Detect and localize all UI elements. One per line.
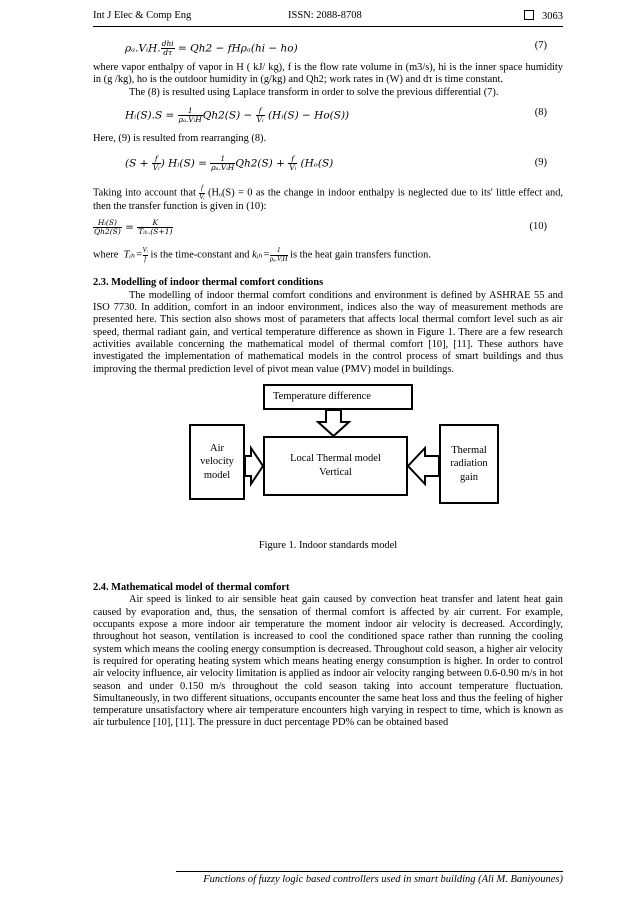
- diagram-right-label: Thermal radiation gain: [450, 444, 488, 483]
- where-kih-fraction: [270, 247, 288, 263]
- page-number: 3063: [542, 11, 563, 22]
- taking-frac-num: f: [200, 184, 203, 193]
- figure-1-diagram: [93, 384, 563, 534]
- eq9-rhs: (Hₒ(S): [300, 157, 334, 170]
- eq7-den: dτ: [163, 48, 173, 57]
- eq7-number: (7): [534, 40, 547, 51]
- eq7-num: dhi: [161, 39, 174, 48]
- checkbox-icon: [524, 10, 534, 20]
- eq8-f2-num: f: [256, 107, 265, 116]
- eq9-mid: Qh2(S) +: [235, 157, 289, 170]
- eq10-fraction-1: [93, 219, 122, 236]
- where-tih-fraction: [143, 247, 148, 263]
- where-kih-den: ρₐ.VᵢH: [269, 254, 288, 263]
- eq10-fraction-2: [137, 219, 173, 236]
- issn: ISSN: 2088-8708: [288, 10, 362, 21]
- paragraph-taking-into-account: [93, 185, 563, 213]
- eq8-fraction-2: [256, 107, 265, 124]
- eq10-number: (10): [529, 221, 547, 233]
- eq7-lhs: ρₐ.VᵢH.: [125, 42, 161, 55]
- eq8-f2-den: Vᵢ: [256, 114, 264, 124]
- taking-fraction: [199, 185, 204, 201]
- where-text-b: is the time-constant and: [150, 249, 250, 261]
- eq7-fraction: [161, 40, 175, 57]
- where-kih: kᵢₕ=: [252, 249, 270, 261]
- equation-10: [93, 213, 563, 245]
- taking-text-a: Taking into account that: [93, 187, 196, 199]
- diagram-center-label: Local Thermal model Vertical: [290, 453, 381, 478]
- taking-frac-den: Vᵢ: [199, 192, 205, 201]
- eq9-f1-den: ρₐ.VᵢH: [211, 163, 235, 173]
- eq9-f1-num: 1: [210, 155, 235, 164]
- eq8-f1-num: 1: [178, 107, 203, 116]
- footer-rule: [176, 871, 563, 872]
- eq8-f1-den: ρₐ.VᵢH: [178, 114, 202, 124]
- eq10-f1-num: Hᵢ(S): [93, 219, 122, 228]
- eq8-number: (8): [534, 106, 547, 118]
- header-rule: [93, 26, 563, 27]
- eq9-fraction-1: [210, 155, 235, 172]
- eq9-fraction-0: [152, 155, 161, 172]
- eq9-f0-num: f: [152, 155, 161, 164]
- eq9-f0-den: Vᵢ: [152, 163, 160, 173]
- paragraph-vapor-definitions: where vapor enthalpy of vapor in H ( kJ/ kg), f is the flow rate volume in (m3/s), hi is the inner space humidity in (g /kg), ho is the outdoor humidity in (g/kg) and Qh2; work rates in (W) and dτ is time constant.: [93, 62, 563, 86]
- where-text-c: is the heat gain transfers function.: [290, 249, 431, 261]
- page-content: [93, 32, 563, 730]
- equation-9: [93, 145, 563, 181]
- eq8-mid: Qh2(S) −: [202, 109, 256, 122]
- eq10-f2-num: K: [137, 219, 173, 228]
- where-tih-den: f: [144, 254, 147, 263]
- eq8-lhs: Hᵢ(S).S =: [125, 109, 178, 122]
- where-kih-num: 1: [270, 247, 288, 256]
- where-tih: Tᵢₕ=: [123, 249, 143, 261]
- where-text-a: where: [93, 249, 119, 261]
- eq10-f1-den: Qh2(S): [94, 227, 121, 237]
- eq8-rhs: (Hᵢ(S) − Ho(S)): [267, 109, 350, 122]
- running-header: [93, 10, 563, 24]
- eq9-number: (9): [534, 157, 547, 169]
- eq9-lhs-open: (S +: [125, 157, 152, 170]
- eq9-f2-num: f: [288, 155, 297, 164]
- arrow-right-left: [408, 448, 439, 484]
- where-tih-num: Vᵢ: [142, 246, 148, 255]
- section-2-3-title: 2.3. Modelling of indoor thermal comfort conditions: [93, 277, 324, 289]
- paragraph-where-tih: [93, 247, 563, 263]
- eq9-lhs-close: ) Hᵢ(S) =: [160, 157, 211, 170]
- paragraph-rearrange: Here, (9) is resulted from rearranging (8).: [93, 132, 267, 144]
- equation-7: [93, 32, 563, 62]
- equation-8: [93, 99, 563, 133]
- diagram-top-label: Temperature difference: [273, 391, 371, 403]
- taking-text-b: (Hₒ(S) = 0 as the change in indoor enthalpy is neglected due to its' little effect and, then the transfer function is given in (10):: [93, 187, 563, 213]
- arrow-top-down: [318, 410, 349, 436]
- eq10-equals: =: [121, 221, 138, 234]
- eq7-rhs: = Qh2 − fHρₐ(hi − ho): [178, 42, 298, 55]
- paragraph-laplace: The (8) is resulted using Laplace transform in order to solve the previous differential (7).: [129, 86, 499, 98]
- section-2-4-title: 2.4. Mathematical model of thermal comfort: [93, 582, 290, 594]
- arrow-left-right: [245, 448, 263, 484]
- figure-1-caption: Figure 1. Indoor standards model: [258, 539, 398, 551]
- diagram-left-label: Air velocity model: [200, 442, 234, 481]
- eq10-f2-den: Tᵢₕ.(S+1): [138, 227, 173, 237]
- section-2-4-body: Air speed is linked to air sensible heat gain caused by convection heat transfer and latent heat gain caused by evaporation and, thus, the sensation of thermal comfort is affected by air current. For example, occupants expose a more indoor air temperature the moment indoor air velocity is decreased. Accordingly, throughout hot season, ventilation is increased to cool the conditioned space rather than running the cooling system which means the cooling energy consumption is decreased. Throughout cold season, a higher air velocity is required for operating heating system which means heating energy consumption is higher. In order to control air velocity influence, air velocity limitation is applied as indoor air velocity ranging between 0.6-0.90 m/s in hot season and under 0.150 m/s throughout the cold season taking into account temperature fluctuation. Simultaneously, in two different situations, occupants encounter the same heat loss and thus the feeling of higher temperature unsatisfactory where air temperature encounters high varying in respect to time, which is known as air turbulence [10], [11]. The pressure in duct percentage PD% can be obtained based: [93, 594, 563, 729]
- eq8-fraction-1: [178, 107, 203, 124]
- diagram-arrows: [93, 384, 563, 534]
- page-number-block: [524, 10, 563, 22]
- eq9-f2-den: Vᵢ: [289, 163, 297, 173]
- journal-name: Int J Elec & Comp Eng: [93, 10, 192, 21]
- eq9-fraction-2: [288, 155, 297, 172]
- running-footer: Functions of fuzzy logic based controllers used in smart building (Ali M. Baniyounes): [203, 874, 563, 885]
- section-2-3-body: The modelling of indoor thermal comfort conditions and environment is defined by ASHRAE 55 and ISO 7730. In addition, comfort in an indoor environment, indices also the way of measurement methods are presented here. This section also shows most of parameters that affects local thermal comfort level such as air speed, thermal radiant gain, and vertical temperature difference as shown in Figure 1. There are a few research activities available concerning the mathematical model of thermal comfort [10], [11]. These authors have investigated the implementation of mathematical models in the control process of smart buildings and thus improving the thermal prediction level of pivot mean value (PMV) model in buildings.: [93, 289, 563, 375]
